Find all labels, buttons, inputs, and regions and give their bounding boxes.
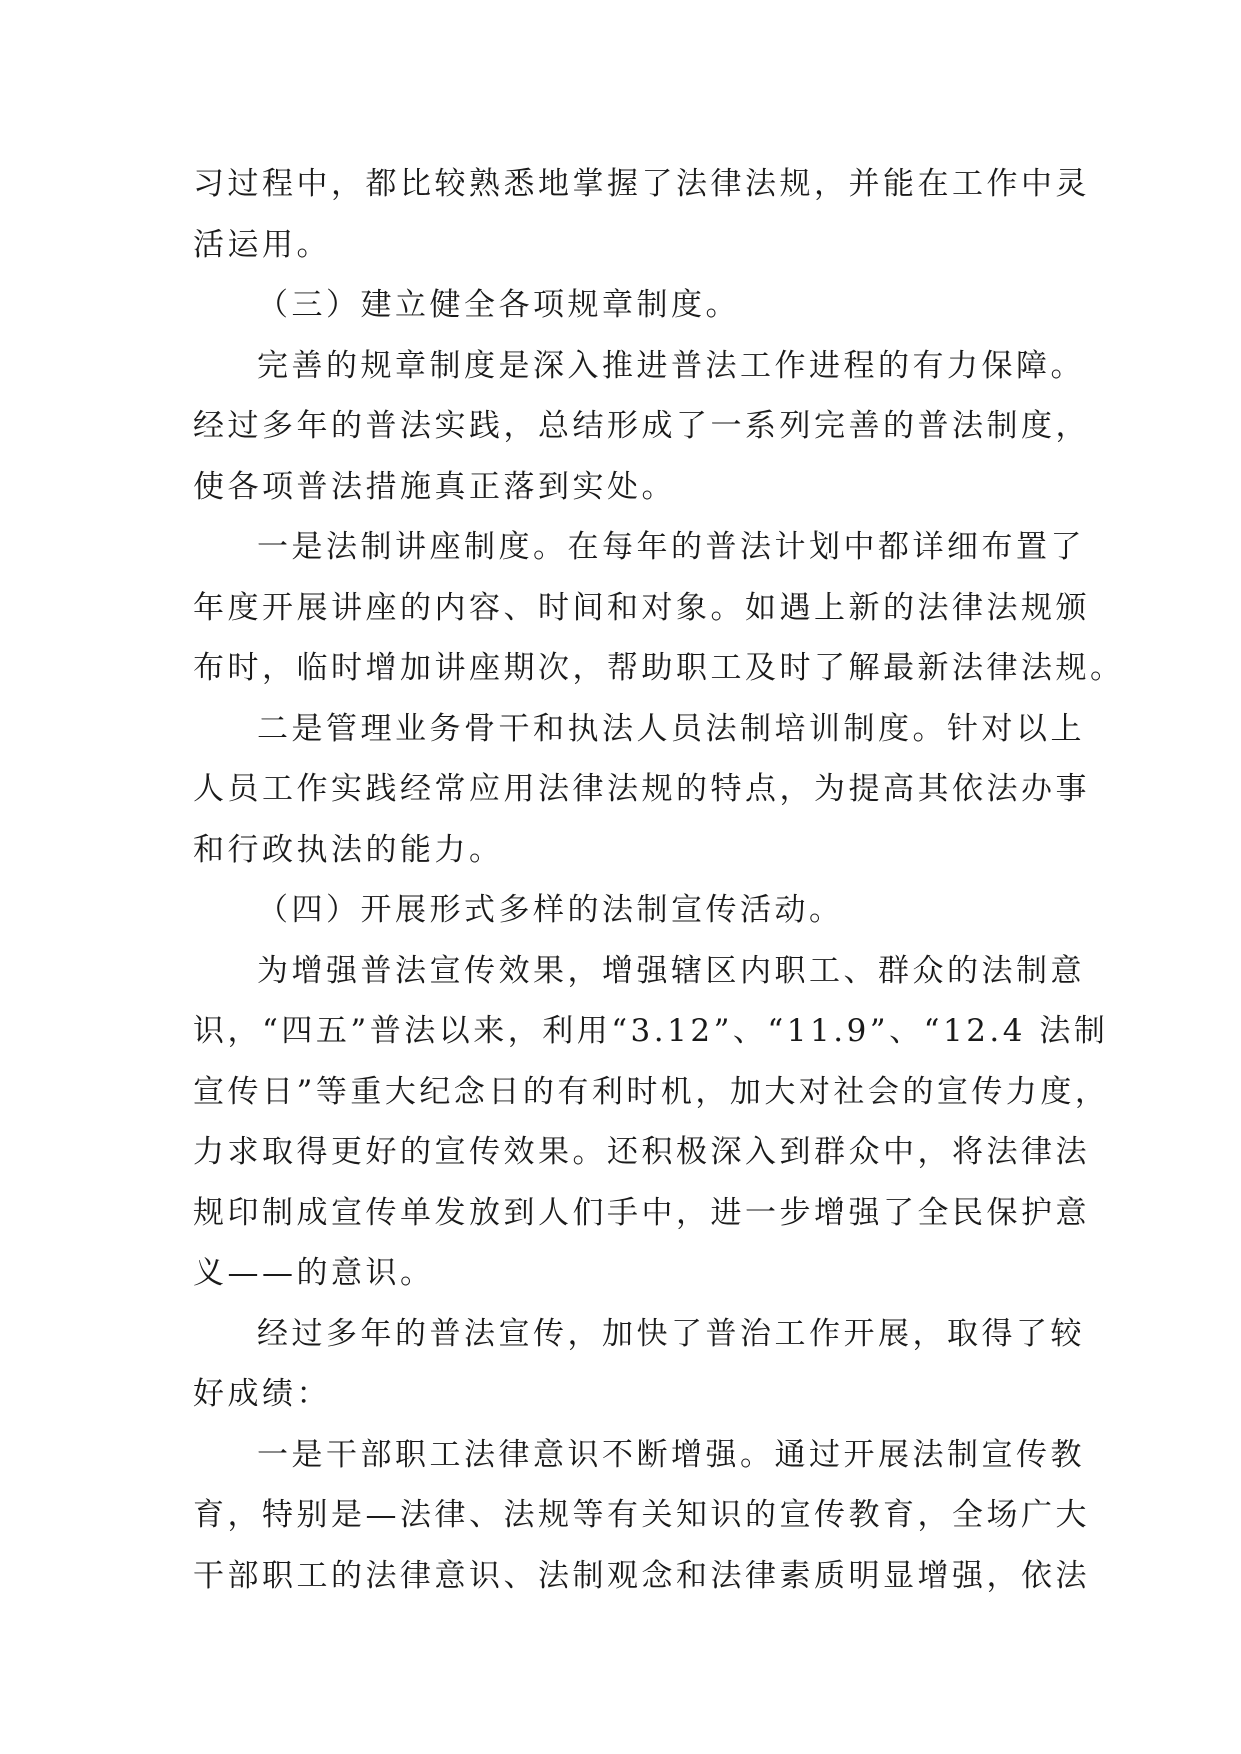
section-heading-4: （四）开展形式多样的法制宣传活动。 [257, 892, 844, 928]
body-text [193, 154, 1125, 1606]
text-line: 一是干部职工法律意识不断增强。通过开展法制宣传教 [257, 1436, 1085, 1473]
text-line: 布时，临时增加讲座期次，帮助职工及时了解最新法律法规。 [193, 650, 1125, 686]
text-line: 年度开展讲座的内容、时间和对象。如遇上新的法律法规颁 [193, 589, 1090, 626]
text-line: 人员工作实践经常应用法律法规的特点，为提高其依法办事 [193, 771, 1090, 807]
text-line: 一是法制讲座制度。在每年的普法计划中都详细布置了 [257, 529, 1085, 565]
text-line: 经过多年的普法实践，总结形成了一系列完善的普法制度， [193, 408, 1090, 444]
text-line: 干部职工的法律意识、法制观念和法律素质明显增强，依法 [193, 1557, 1090, 1594]
text-line: 使各项普法措施真正落到实处。 [193, 468, 676, 505]
text-line: 经过多年的普法宣传，加快了普治工作开展，取得了较 [257, 1315, 1085, 1352]
text-line: 为增强普法宣传效果，增强辖区内职工、群众的法制意 [257, 952, 1085, 989]
text-line: 好成绩： [193, 1376, 331, 1412]
text-line: 规印制成宣传单发放到人们手中，进一步增强了全民保护意 [193, 1194, 1090, 1231]
text-line: 二是管理业务骨干和执法人员法制培训制度。针对以上 [257, 710, 1085, 747]
text-line: 习过程中，都比较熟悉地掌握了法律法规，并能在工作中灵 [193, 166, 1090, 202]
text-line: 和行政执法的能力。 [193, 831, 504, 868]
text-line: 活运用。 [193, 226, 331, 263]
text-line: 完善的规章制度是深入推进普法工作进程的有力保障。 [257, 347, 1085, 384]
text-line: 宣传日”等重大纪念日的有利时机，加大对社会的宣传力度， [193, 1073, 1110, 1110]
text-line: 义——的意识。 [193, 1255, 435, 1291]
text-line: 力求取得更好的宣传效果。还积极深入到群众中，将法律法 [193, 1134, 1090, 1170]
text-line: 育，特别是—法律、法规等有关知识的宣传教育，全场广大 [193, 1497, 1090, 1533]
text-line: 识，“四五”普法以来，利用“3.12”、“11.9”、“12.4 法制 [193, 1013, 1109, 1049]
section-heading-3: （三）建立健全各项规章制度。 [257, 287, 740, 323]
